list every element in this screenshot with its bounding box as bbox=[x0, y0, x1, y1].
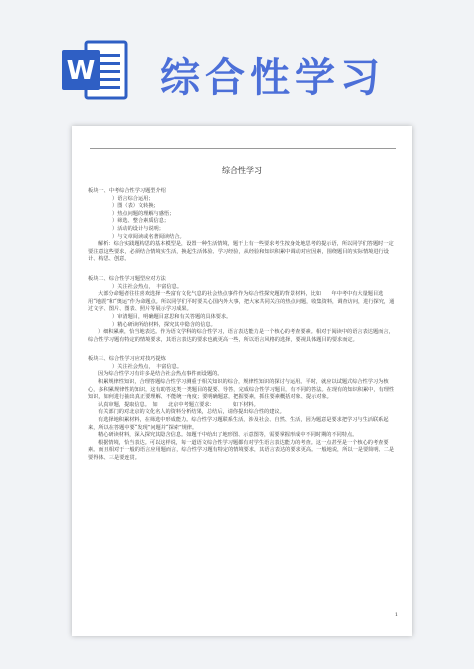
paragraph: 根据情境，恰当表达。可以这样说，每一道语文综合性学习题都有对学生语言表达能力的考查。这一点甚至是一个核心的考查要素。而且相对于一般的语言应用题而言，综合性学习题有特定的情境要求，其语言表达的要求更高。一般地说，所以一是要简明、二是要得体、三是要连贯。 bbox=[88, 439, 395, 461]
paragraph: 有关部门的对北京的文化名人的资料分析结果，总结后，请你提出综合性的建议。 bbox=[98, 409, 285, 416]
list-item: ）热点问题的理解与感悟； bbox=[112, 210, 175, 217]
svg-text:W: W bbox=[66, 56, 96, 86]
paragraph: 积累规律性知识，合理答题综合性学习测重于相关知识的综合，规律性知识的探讨与运用。平时，就应以试题式综合性学习为核心，多积累规律性的知识，这有助答这类一类题目的提要、导答，完成综合性学习题目，有不同的答法。在现有的知识积累中，有理性知识，如何进行抽出真正要理解、不能统一角度；要明确题意，把握要素，抓住要素概括对象、提示对象。 bbox=[88, 379, 395, 401]
section-heading: 板块二、综合性学习题型应对方法 bbox=[88, 275, 166, 282]
page-number: 1 bbox=[394, 612, 398, 618]
list-item: ）活动的设计与说明； bbox=[112, 225, 164, 232]
document-body bbox=[88, 186, 396, 463]
section-heading: 板块一、中考综合性学习题型介绍 bbox=[88, 188, 166, 194]
section-heading: 板块三、综合性学习应对技巧提炼 bbox=[88, 356, 166, 363]
document-title: 综合性学习 bbox=[222, 166, 262, 175]
paragraph: 大部分命题者往往喜欢选择一些富有文化气息的社会热点事件作为综合性探究题的背景材料，比如 年中考中有大量题目选用“地震”和“奥运”作为命题点。所以同学们平时要关心国内外大事，把大家共同关注的热点问题，收集资料，调查访问，进行探究，通过文字、图片、图表、照片等展示学习成果。 bbox=[88, 291, 395, 313]
list-item: ）精心研读所给材料，探究其中隐含的信息。 bbox=[112, 321, 216, 328]
list-item: ）关注社会热点， 丰富信息。 bbox=[112, 363, 183, 370]
paragraph: ）细积累素，恰当地表达。作为语文学科的综合性学习，语言表达能力是一个核心的考查要素。相对于阅读中的语言表达题而言，综合性学习题有特定的情境要求，其语言表达的要求也就更高一些，所以语言风格的选择，要视具体题目的要求而定。 bbox=[88, 329, 394, 343]
list-item: ）筛选、整合素质信息； bbox=[112, 218, 170, 225]
list-item: ）关注社会热点， 丰富信息。 bbox=[112, 283, 183, 290]
header-rule bbox=[90, 148, 396, 149]
paragraph: 解析：综合实践题构思的基本模型是，设置一种生活情境，题干上有一些要求考生按身处地思考的提示语，所以同学们答题时一定要注意这些要求，必须结合情境实生活，换起生活体验、学习经验，从经验和知识积累中调动对应因素，围绕题目的实际情境进行设计、构思、创意。 bbox=[88, 241, 394, 263]
list-item: ）与文章阅读或名著阅读结合。 bbox=[112, 233, 185, 240]
list-item: ）审清题目，明确题目意思和有关答题的具体要求。 bbox=[112, 313, 232, 320]
paragraph: 因为综合性学习有许多是结合社会热点事件而设题的。 bbox=[98, 371, 223, 378]
word-document-icon bbox=[60, 40, 128, 100]
document-page bbox=[72, 126, 412, 636]
paragraph: 精心研读材料，深入探究其隐含信息。如题干中给出了地形图、示意图等，需要掌握形成中不同时期的不同特点。 bbox=[98, 432, 358, 439]
header-banner bbox=[0, 0, 474, 120]
header-title: 综合性学习 bbox=[160, 55, 385, 101]
paragraph: 认真审题，提取信息。 如 北京中考题立要求： 如下材料。 bbox=[98, 401, 259, 408]
list-item: ）语言综合运用； bbox=[112, 195, 154, 202]
paragraph: 有选择地积累材料，在筛选中形成能力。综合性学习题联系生活，涉及社会、自然、生活，因为题意是要求把学习与生活联系起来，所以在答题中要“发现”问题并“探索”规律。 bbox=[88, 417, 389, 431]
list-item: ）图（表）文转换； bbox=[112, 203, 159, 210]
